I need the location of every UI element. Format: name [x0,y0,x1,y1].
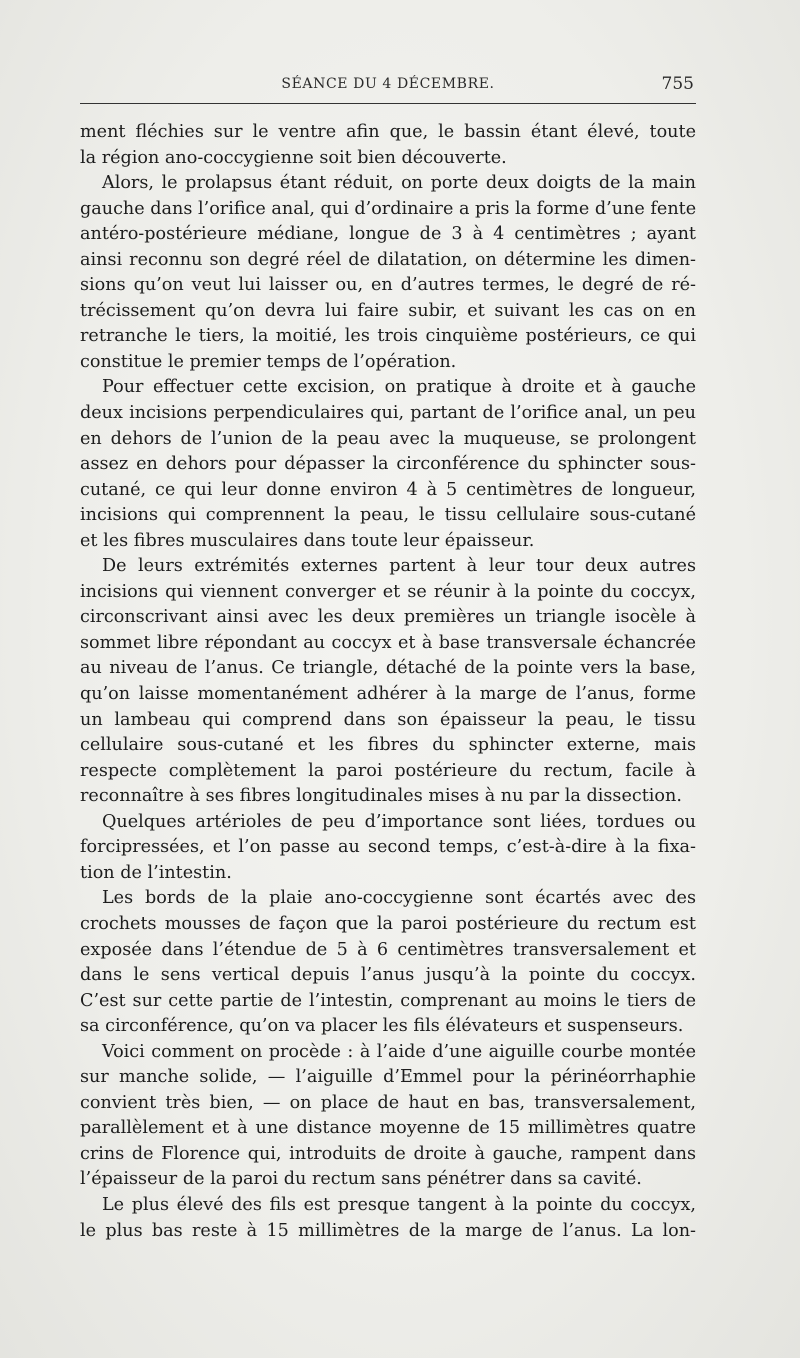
text-line: assez en dehors pour dépasser la circonférence du sphincter sous- [80,454,696,475]
text-line: Alors, le prolapsus étant réduit, on porte deux doigts de la main [102,173,696,194]
text-line: au niveau de l’anus. Ce triangle, détaché de la pointe vers la base, [80,658,696,679]
text-line: Quelques artérioles de peu d’importance sont liées, tordues ou [102,811,696,832]
text-line: l’épaisseur de la paroi du rectum sans pénétrer dans sa cavité. [80,1169,642,1190]
text-line: le plus bas reste à 15 millimètres de la marge de l’anus. La lon- [80,1220,696,1241]
text-line: De leurs extrémités externes partent à leur tour deux autres [102,556,696,577]
text-line: parallèlement et à une distance moyenne de 15 millimètres quatre [80,1118,696,1139]
text-line: respecte complètement la paroi postérieure du rectum, facile à [80,760,696,781]
text-line: constitue le premier temps de l’opération. [80,351,457,372]
text-line: Pour effectuer cette excision, on pratique à droite et à gauche [102,377,696,398]
text-line: C’est sur cette partie de l’intestin, comprenant au moins le tiers de [80,990,696,1011]
text-line: Le plus élevé des fils est presque tangent à la pointe du coccyx, [102,1194,696,1215]
text-line: un lambeau qui comprend dans son épaisseur la peau, le tissu [80,709,696,730]
text-line: et les fibres musculaires dans toute leur épaisseur. [80,530,535,551]
text-line: tion de l’intestin. [80,862,232,883]
text-line: retranche le tiers, la moitié, les trois cinquième postérieurs, ce qui [80,326,696,347]
text-line: incisions qui comprennent la peau, le tissu cellulaire sous-cutané [80,505,696,526]
header-rule [80,103,696,104]
text-line: ment fléchies sur le ventre afin que, le bassin étant élevé, toute [80,122,696,142]
text-line: cutané, ce qui leur donne environ 4 à 5 centimètres de longueur, [80,479,696,500]
text-line: circonscrivant ainsi avec les deux premières un triangle isocèle à [80,607,696,628]
text-line: Voici comment on procède : à l’aide d’une aiguille courbe montée [102,1041,696,1062]
text-line: trécissement qu’on devra lui faire subir, et suivant les cas on en [80,300,696,321]
text-line: sions qu’on veut lui laisser ou, en d’autres termes, le degré de ré- [80,275,696,296]
text-line: Les bords de la plaie ano-coccygienne sont écartés avec des [102,888,696,909]
text-line: reconnaître à ses fibres longitudinales mises à nu par la dissection. [80,786,682,807]
text-line: sommet libre répondant au coccyx et à base transversale échancrée [80,632,696,653]
text-line: exposée dans l’étendue de 5 à 6 centimètres transversalement et [80,939,696,960]
text-line: convient très bien, — on place de haut en bas, transversalement, [80,1092,696,1113]
running-head: SÉANCE DU 4 DÉCEMBRE. [281,76,495,92]
text-line: la région ano-coccygienne soit bien découverte. [80,147,507,168]
text-line: qu’on laisse momentanément adhérer à la marge de l’anus, forme [80,684,696,705]
text-line: ainsi reconnu son degré réel de dilatation, on détermine les dimen- [80,249,696,270]
page-number: 755 [661,74,694,94]
body-text [80,120,696,1244]
text-line: forcipressées, et l’on passe au second temps, c’est-à-dire à la fixa- [80,837,696,858]
text-line: incisions qui viennent converger et se réunir à la pointe du coccyx, [80,581,696,602]
text-line: sur manche solide, — l’aiguille d’Emmel pour la périnéorrhaphie [80,1067,696,1088]
text-line: dans le sens vertical depuis l’anus jusqu’à la pointe du coccyx. [80,965,696,986]
text-line: cellulaire sous-cutané et les fibres du sphincter externe, mais [80,735,696,756]
text-line: deux incisions perpendiculaires qui, partant de l’orifice anal, un peu [80,403,696,424]
text-line: gauche dans l’orifice anal, qui d’ordinaire a pris la forme d’une fente [80,198,696,219]
text-line: crins de Florence qui, introduits de droite à gauche, rampent dans [80,1143,696,1164]
text-line: crochets mousses de façon que la paroi postérieure du rectum est [80,913,696,934]
text-line: sa circonférence, qu’on va placer les fils élévateurs et suspenseurs. [80,1016,684,1037]
text-line: en dehors de l’union de la peau avec la muqueuse, se prolongent [80,428,696,449]
text-line: antéro-postérieure médiane, longue de 3 à 4 centimètres ; ayant [80,224,696,245]
page-header [80,72,696,100]
